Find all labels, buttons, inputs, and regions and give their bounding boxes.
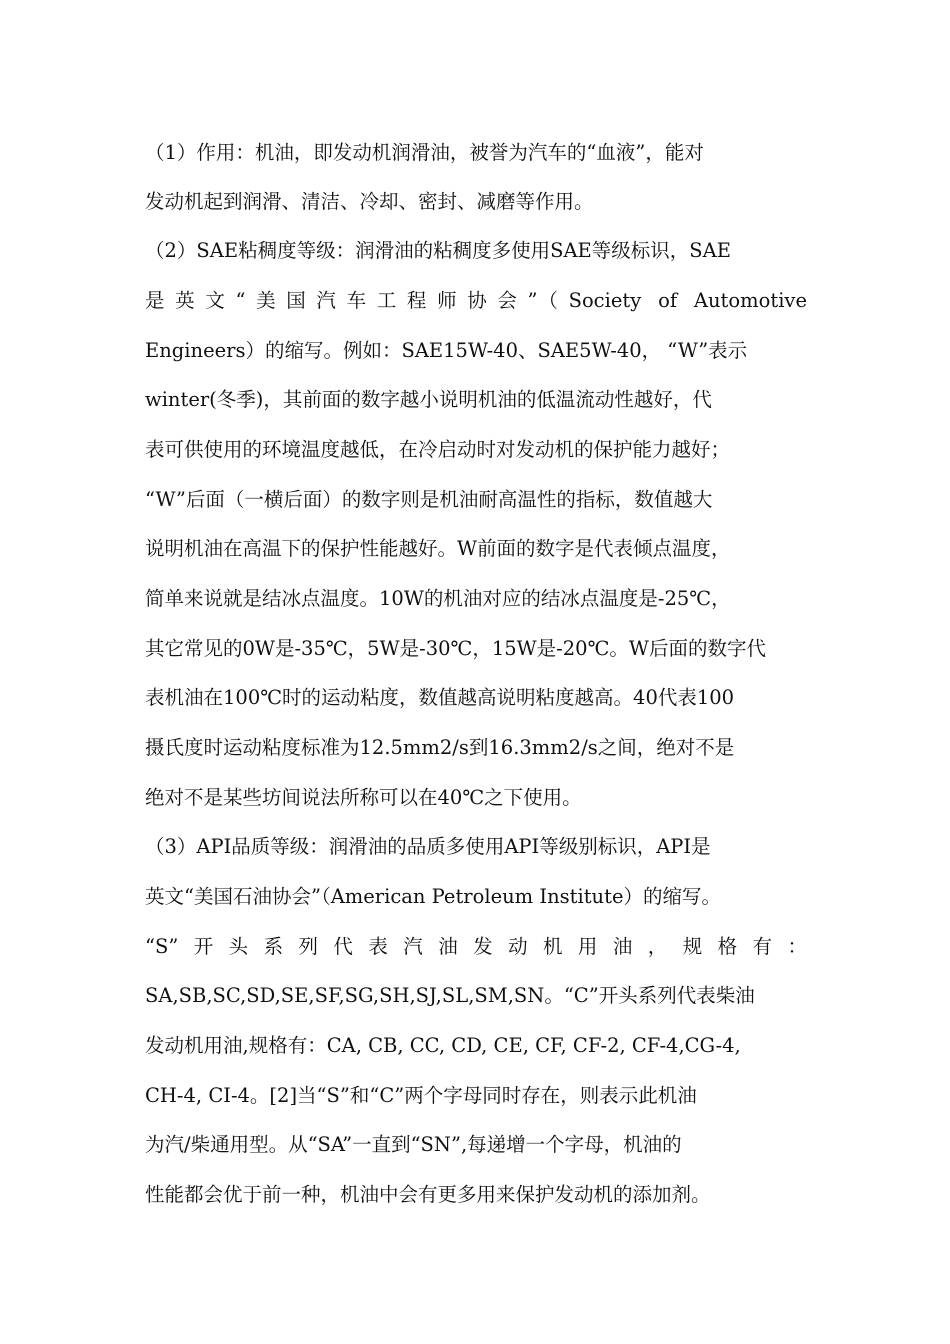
text-line: （2）SAE粘稠度等级：润滑油的粘稠度多使用SAE等级标识，SAE xyxy=(145,239,731,262)
text-line: “W”后面（一横后面）的数字则是机油耐高温性的指标，数值越大 xyxy=(145,488,713,511)
text-line: 英文“美国石油协会”（American Petroleum Institute）的缩写。 xyxy=(145,885,721,908)
text-line: 为汽/柴通用型。从“SA”一直到“SN”,每递增一个字母，机油的 xyxy=(145,1133,682,1156)
text-line: 摄氏度时运动粘度标准为12.5mm2/s到16.3mm2/s之间，绝对不是 xyxy=(145,736,735,759)
text-line: CH-4, CI-4。[2]当“S”和“C”两个字母同时存在，则表示此机油 xyxy=(145,1084,697,1107)
text-line: 表可供使用的环境温度越低，在冷启动时对发动机的保护能力越好； xyxy=(145,438,731,461)
text-line: winter(冬季)，其前面的数字越小说明机油的低温流动性越好，代 xyxy=(145,388,712,411)
text-line: Engineers）的缩写。例如：SAE15W-40、SAE5W-40， “W”表示 xyxy=(145,339,748,362)
text-line: 绝对不是某些坊间说法所称可以在40℃之下使用。 xyxy=(145,786,582,809)
text-line: 发动机用油,规格有：CA, CB, CC, CD, CE, CF, CF-2, CF-4,CG-4, xyxy=(145,1034,741,1057)
text-line: 是英文“美国汽车工程师协会”（Society of Automotive xyxy=(145,289,807,312)
text-line: 说明机油在高温下的保护性能越好。W前面的数字是代表倾点温度， xyxy=(145,537,731,560)
text-line: 表机油在100℃时的运动粘度，数值越高说明粘度越高。40代表100 xyxy=(145,686,735,709)
text-line: 其它常见的0W是-35℃，5W是-30℃，15W是-20℃。W后面的数字代 xyxy=(145,637,766,660)
text-line: （1）作用：机油，即发动机润滑油，被誉为汽车的“血液”，能对 xyxy=(145,141,704,164)
text-line: 发动机起到润滑、清洁、冷却、密封、减磨等作用。 xyxy=(145,190,594,213)
text-line: 简单来说就是结冰点温度。10W的机油对应的结冰点温度是-25℃， xyxy=(145,587,731,610)
text-line: 性能都会优于前一种，机油中会有更多用来保护发动机的添加剂。 xyxy=(145,1183,711,1206)
text-line: “S”开头系列代表汽油发动机用油，规格有： xyxy=(145,935,807,958)
text-line: SA,SB,SC,SD,SE,SF,SG,SH,SJ,SL,SM,SN。“C”开头系列代表柴油 xyxy=(145,984,755,1007)
text-line: （3）API品质等级：润滑油的品质多使用API等级别标识，API是 xyxy=(145,835,711,858)
